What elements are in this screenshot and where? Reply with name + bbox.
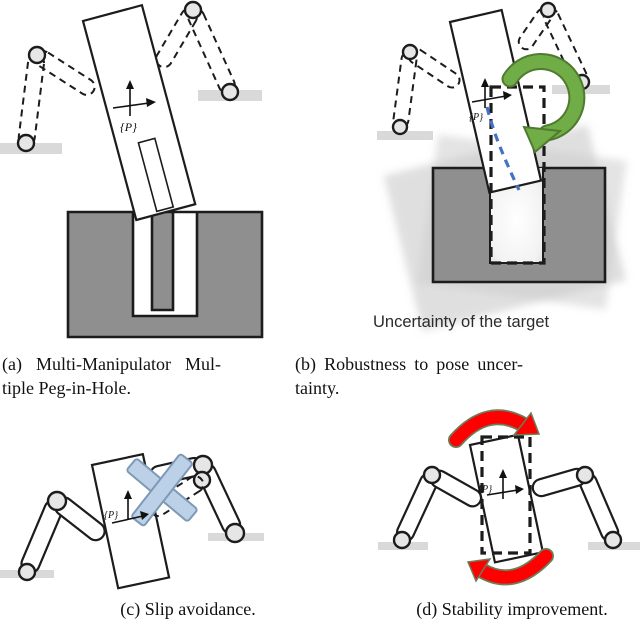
arm-joint [226,524,244,542]
left-manipulator-arm [394,467,484,548]
caption-a [2,352,221,400]
peg-outline [83,5,195,220]
arm-joint [48,492,66,510]
caption-a-line1: (a) Multi-Manipulator Mul- [2,354,221,374]
red-rotation-arrow-top-icon [456,413,539,440]
caption-b-line2: tainty. [295,378,340,398]
panel-b-figure [320,0,640,348]
peg-body [83,5,195,220]
frame-label: {P} [478,484,493,495]
left-manipulator-arm [18,47,98,151]
arm-joint [29,47,45,63]
panel-d-figure [320,400,640,600]
arm-joint [577,467,593,483]
right-manipulator-arm [531,467,621,548]
frame-label: {P} [469,112,484,123]
right-manipulator-arm [153,2,238,100]
arm-joint [18,135,34,151]
caption-d: (d) Stability improvement. [416,599,608,619]
arm-joint [541,3,555,17]
hole-block [68,212,262,337]
frame-label: {P} [120,120,137,134]
caption-b-line1: (b) Robustness to pose uncer- [295,354,523,374]
caption-b [295,352,523,400]
arm-joint [185,2,201,18]
left-manipulator-arm [19,492,109,580]
arm-joint [19,564,35,580]
left-manipulator-arm [393,45,463,134]
uncertainty-annotation: Uncertainty of the target [373,313,550,331]
caption-a-line2: tiple Peg-in-Hole. [2,378,131,398]
arm-joint [424,467,440,483]
frame-label: {P} [104,510,119,521]
arm-joint [222,84,238,100]
panel-a-figure [0,0,320,348]
arm-joint [403,45,417,59]
arm-link-dashed [393,51,418,128]
panel-c-figure [0,400,320,600]
arm-joint [605,532,621,548]
arm-link-dashed [186,7,238,96]
arm-joint [393,120,407,134]
arm-joint [394,532,410,548]
caption-c: (c) Slip avoidance. [120,599,256,619]
